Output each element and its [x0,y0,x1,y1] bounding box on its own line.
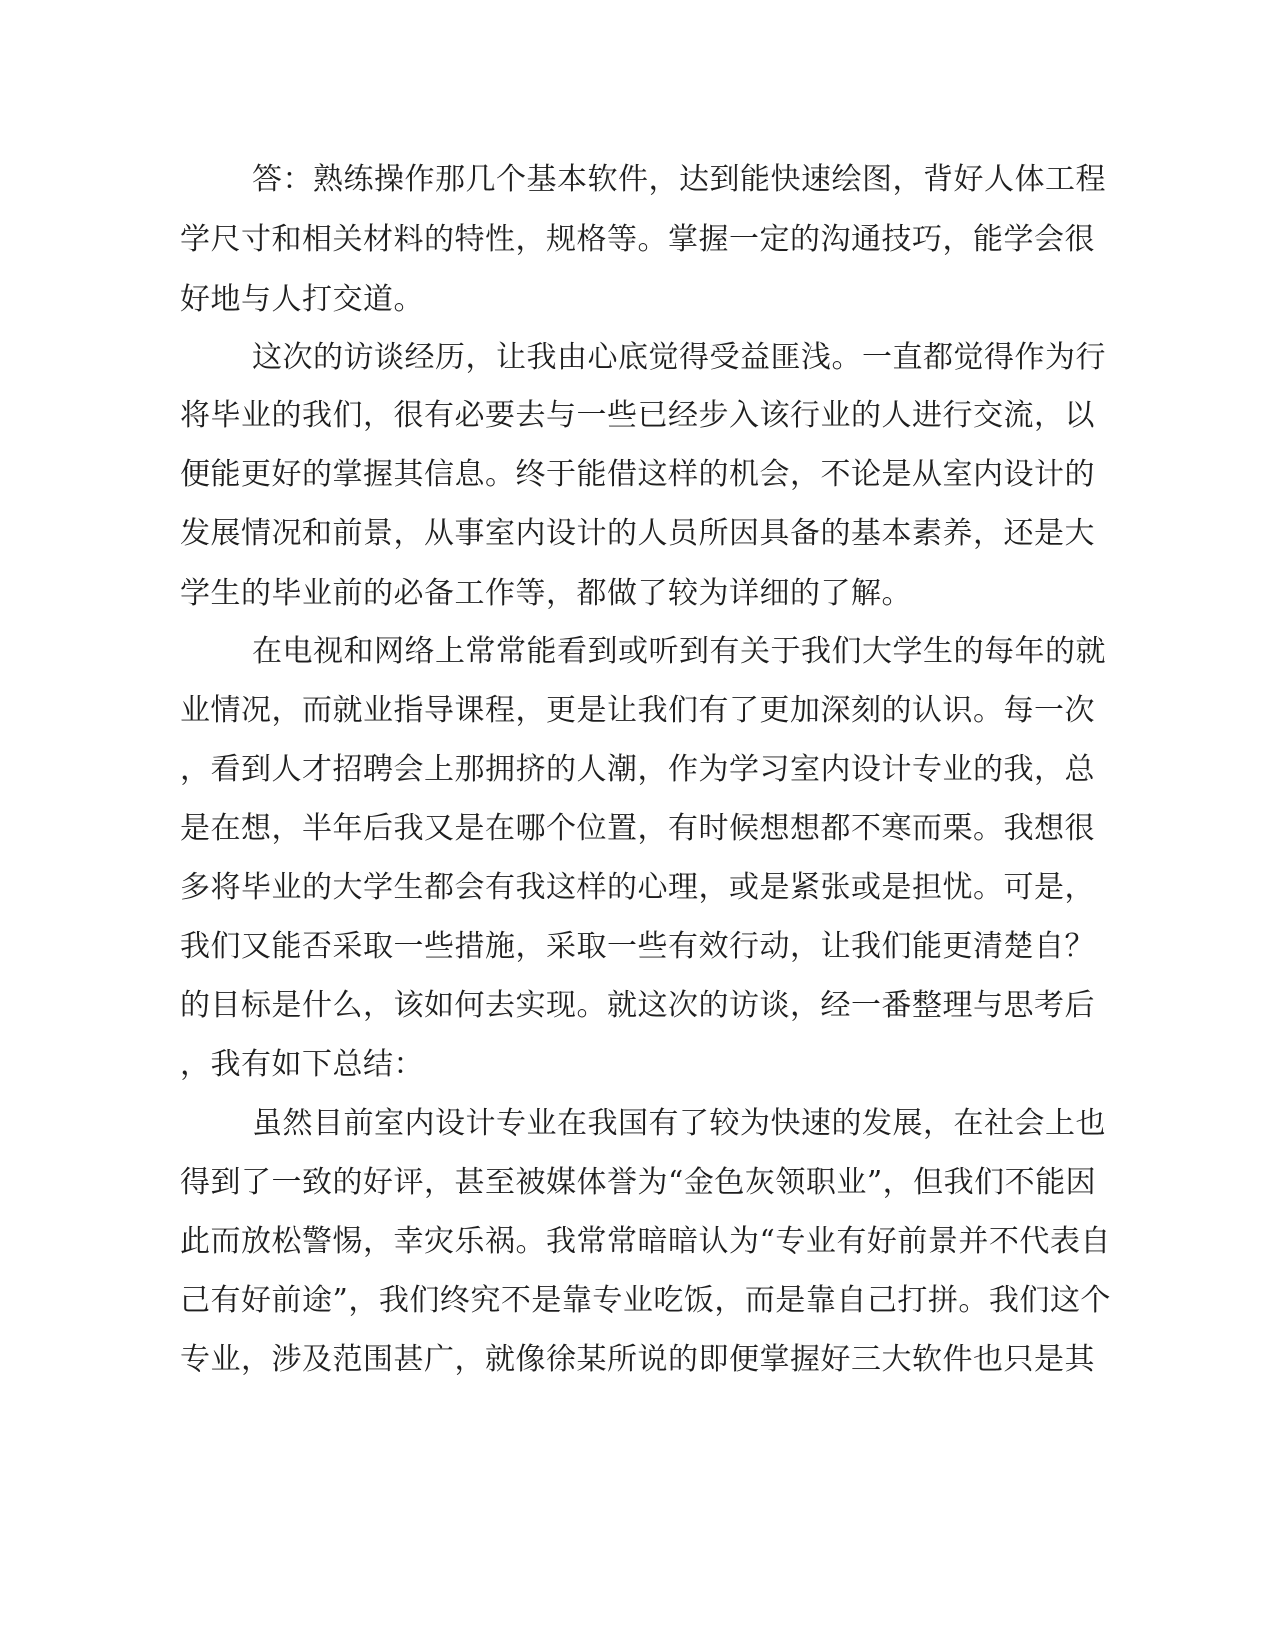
text-line: 学生的毕业前的必备工作等，都做了较为详细的了解。 [180,576,912,611]
text-line: 虽然目前室内设计专业在我国有了较为快速的发展，在社会上也 [252,1106,1106,1141]
text-line: 多将毕业的大学生都会有我这样的心理，或是紧张或是担忧。可是， [180,870,1095,905]
text-line: 答：熟练操作那几个基本软件，达到能快速绘图，背好人体工程 [252,162,1106,197]
text-line: 便能更好的掌握其信息。终于能借这样的机会，不论是从室内设计的 [180,457,1095,492]
text-line: 此而放松警惕，幸灾乐祸。我常常暗暗认为“专业有好前景并不代表自 [180,1224,1111,1259]
text-line: 专业，涉及范围甚广，就像徐某所说的即便掌握好三大软件也只是其 [180,1342,1095,1377]
text-line: 得到了一致的好评，甚至被媒体誉为“金色灰领职业”，但我们不能因 [180,1165,1097,1200]
text-line: 学尺寸和相关材料的特性，规格等。掌握一定的沟通技巧，能学会很 [180,222,1095,257]
text-line: 的目标是什么，该如何去实现。就这次的访谈，经一番整理与思考后 [180,988,1095,1023]
text-line: 将毕业的我们，很有必要去与一些已经步入该行业的人进行交流，以 [180,398,1095,433]
text-line: ，看到人才招聘会上那拥挤的人潮，作为学习室内设计专业的我，总 [180,752,1095,787]
text-line: 这次的访谈经历，让我由心底觉得受益匪浅。一直都觉得作为行 [252,340,1106,375]
text-line: ，我有如下总结： [180,1047,424,1082]
text-line: 是在想，半年后我又是在哪个位置，有时候想想都不寒而栗。我想很 [180,811,1095,846]
text-line: 我们又能否采取一些措施，采取一些有效行动，让我们能更清楚自？ [180,929,1095,964]
text-line: 发展情况和前景，从事室内设计的人员所因具备的基本素养，还是大 [180,516,1095,551]
text-line: 好地与人打交道。 [180,282,424,317]
text-line: 己有好前途”，我们终究不是靠专业吃饭，而是靠自己打拼。我们这个 [180,1283,1111,1318]
text-line: 业情况，而就业指导课程，更是让我们有了更加深刻的认识。每一次 [180,693,1095,728]
text-line: 在电视和网络上常常能看到或听到有关于我们大学生的每年的就 [252,634,1106,669]
